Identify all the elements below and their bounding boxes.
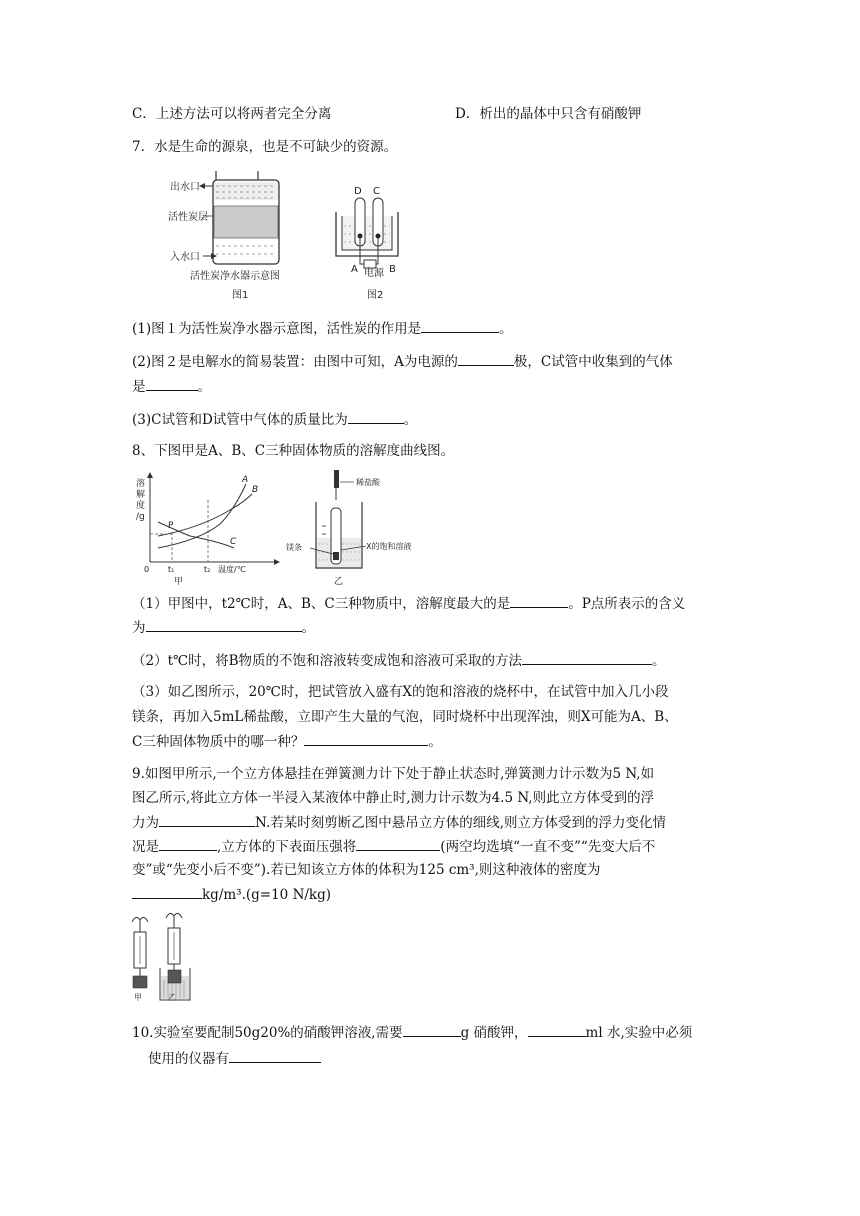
q7-part2-end: 。 [197,379,211,395]
point-p-label: P [168,521,174,531]
answer-blank[interactable] [403,1022,461,1037]
spring-scale-yi [160,913,190,1002]
y-axis-label-2: 解 [136,490,146,500]
pole-a-label: A [351,264,358,275]
answer-blank[interactable] [159,836,217,851]
q9-line4-text3: (两空均选填“一直不变”“先变大后不 [440,839,656,855]
q9-line6-text: kg/m³.(g=10 N/kg) [202,887,332,903]
q8-part1-text2: 。P点所表示的含义 [568,596,686,612]
q7-part3 [132,409,417,430]
q8-part1 [132,593,685,614]
x-axis-arrow-icon [274,559,280,565]
answer-blank[interactable] [356,836,440,851]
fig-jia-label: 甲 [174,577,184,587]
q8-part2-end: 。 [652,653,666,669]
q8-stem: 8、下图甲是A、B、C三种固体物质的溶解度曲线图。 [132,443,455,459]
solution-label: X的饱和溶液 [366,542,412,551]
q8-part2-text: （2）t℃时，将B物质的不饱和溶液转变成饱和溶液可采取的方法 [132,653,523,669]
q8-part3-end: 。 [428,734,442,750]
q7-part2-text3: 是 [132,379,146,395]
t2-tick-label: t₂ [204,565,211,574]
q8-part1-end: 。 [301,620,315,636]
q9-line2: 图乙所示,将此立方体一半浸入某液体中静止时,测力计示数为4.5 N,则此立方体受到的浮 [132,790,655,806]
x-axis-label: 温度/℃ [218,565,246,574]
q7-part2 [132,351,673,372]
q7-part3-text: (3)C试管和D试管中气体的质量比为 [132,412,348,428]
q8-part3-line1: （3）如乙图所示，20℃时，把试管放入盛有X的饱和溶液的烧杯中，在试管中加入几小段 [132,684,669,700]
answer-blank[interactable] [421,318,499,333]
curve-a-label: A [242,475,249,485]
answer-blank[interactable] [522,650,652,665]
q9-line3-text: 力为 [132,815,159,831]
y-axis-label-4: /g [136,512,145,522]
power-source-label: 电源 [364,268,384,279]
fig2-label: 图2 [367,290,384,301]
q9-line1: 9.如图甲所示,一个立方体悬挂在弹簧测力计下处于静止状态时,弹簧测力计示数为5 N,如 [132,766,655,782]
inlet-label: 入水口 [170,252,200,263]
q8-part3-text: C三种固体物质中的哪一种？ [132,734,305,750]
beaker-experiment-diagram [286,470,411,587]
q10-line2 [148,1048,321,1069]
q7-part2-text: (2)图２是电解水的简易装置：由图中可知，A为电源的 [132,354,458,370]
fig1-label: 图1 [232,290,249,301]
tube-c-label: C [373,186,380,197]
q7-part2-text2: 极，C试管中收集到的气体 [513,354,673,370]
q9-line4 [132,836,655,857]
answer-blank[interactable] [146,617,302,632]
pole-b-label: B [389,264,396,275]
q7-part2-cont [132,376,211,397]
q8-part3-line2: 镁条，再加入5mL稀盐酸，立即产生大量的气泡，同时烧杯中出现浑浊，则X可能为A、B、 [132,709,678,725]
q6-option-c: C．上述方法可以将两者完全分离 [132,106,332,122]
q9-line6 [132,884,331,905]
fig-yi-label: 乙 [334,577,344,587]
q7-stem: 7．水是生命的源泉，也是不可缺少的资源。 [132,139,398,155]
carbon-layer-label: 活性炭层 [168,212,208,223]
acid-label: 稀盐酸 [356,478,380,487]
q7-part1-end: 。 [499,321,513,337]
q9-line3-text2: N.若某时刻剪断乙图中悬吊立方体的细线,则立方体受到的浮力变化情 [255,815,667,831]
q10-line1 [132,1022,692,1043]
q8-part1-text: （1）甲图中，t2℃时，A、B、C三种物质中，溶解度最大的是 [132,596,511,612]
answer-blank[interactable] [348,409,404,424]
answer-blank[interactable] [458,351,514,366]
answer-blank[interactable] [132,884,202,899]
q10-line1-text2: g 硝酸钾， [460,1025,528,1041]
y-axis-label-3: 度 [136,501,146,511]
q8-part2 [132,650,666,671]
q7-part3-end: 。 [403,412,418,428]
q9-line4-text2: ,立方体的下表面压强将 [217,839,357,855]
water-purifier-diagram [168,171,280,301]
electrolysis-diagram [336,186,398,301]
t1-tick-label: t₁ [168,565,175,574]
q8-part3-line3 [132,731,442,752]
curve-c-label: C [230,537,237,547]
magnesium-label: 镁条 [286,543,302,552]
solubility-curve-chart [136,472,280,587]
fig-yi-label: 乙 [168,993,176,1002]
answer-blank[interactable] [229,1048,321,1063]
origin-label: 0 [144,565,150,574]
q9-line3 [132,812,666,833]
q8-part1-text3: 为 [132,620,146,636]
q8-figures [130,470,430,590]
q6-option-d: D．析出的晶体中只含有硝酸钾 [455,106,642,122]
q7-part1 [132,318,513,339]
answer-blank[interactable] [510,593,568,608]
fig-jia-label: 甲 [134,993,142,1002]
y-axis-label-1: 溶 [136,479,146,489]
q10-line1-text: 10.实验室要配制50g20%的硝酸钾溶液,需要 [132,1025,403,1041]
q9-line5: 变”或“先变小后不变”).若已知该立方体的体积为125 cm³,则这种液体的密度为 [132,862,601,878]
y-axis-arrow-icon [147,472,153,478]
curve-b-label: B [252,485,259,495]
q8-part1-cont [132,617,315,638]
fig1-caption: 活性炭净水器示意图 [190,271,280,282]
outlet-label: 出水口 [170,182,200,193]
answer-blank[interactable] [528,1022,586,1037]
answer-blank[interactable] [146,376,198,391]
tube-d-label: D [354,186,362,197]
q10-line1-text3: ml 水,实验中必须 [585,1025,693,1041]
q7-figures [168,168,413,308]
q9-line4-text: 况是 [132,839,159,855]
q7-part1-text: (1)图１为活性炭净水器示意图，活性炭的作用是 [132,321,422,337]
answer-blank[interactable] [304,731,428,746]
answer-blank[interactable] [159,812,255,827]
spring-scale-jia [132,917,148,1002]
q10-line2-text: 使用的仪器有 [148,1051,229,1067]
spring-scale-figure [128,912,208,1004]
